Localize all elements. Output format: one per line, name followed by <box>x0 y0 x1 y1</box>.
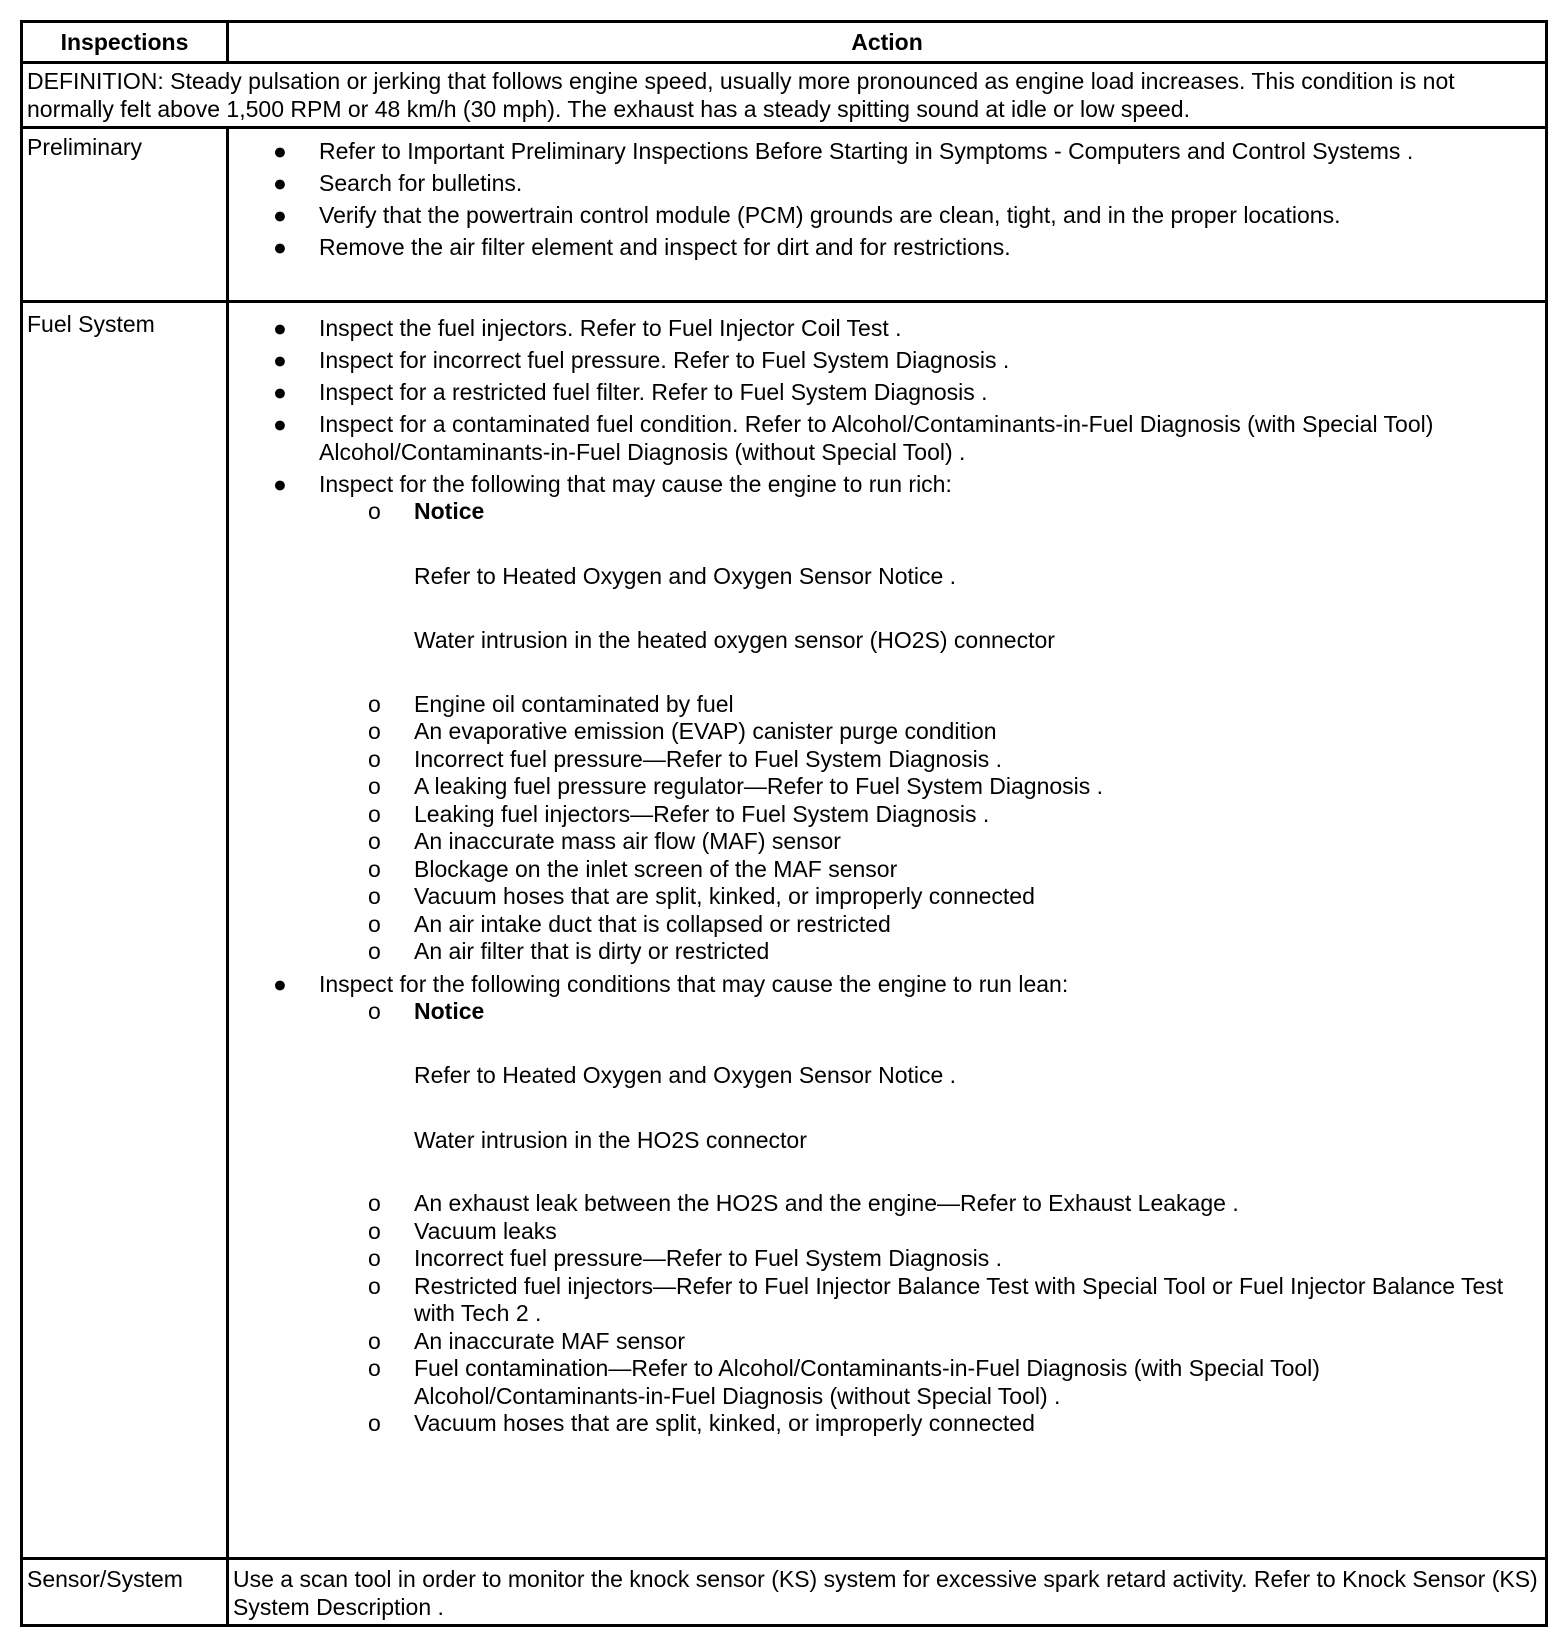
bullet-icon: ● <box>273 138 287 164</box>
list-item: ● Refer to Important Preliminary Inspections Before Starting in Symptoms - Computers and Control Systems . <box>273 138 1414 164</box>
notice-title: Notice <box>414 498 485 524</box>
sub-list-item: o Incorrect fuel pressure—Refer to Fuel System Diagnosis . <box>368 745 1003 772</box>
sub-bullet-icon: o <box>368 1190 381 1216</box>
sub-bullet-icon: o <box>368 745 381 772</box>
list-item: ● Verify that the powertrain control module (PCM) grounds are clean, tight, and in the proper locations. <box>273 202 1341 228</box>
sub-list-item: o An inaccurate MAF sensor <box>368 1327 686 1354</box>
list-item: ● Inspect for a contaminated fuel condition. Refer to Alcohol/Contaminants-in-Fuel Diagnosis (with Special Tool) Alcohol/Contaminants-in-Fuel Diagnosis (without Special Tool) . <box>273 411 1434 465</box>
sub-list-item: o Vacuum leaks <box>368 1217 557 1244</box>
sub-list-item: o An exhaust leak between the HO2S and the engine—Refer to Exhaust Leakage . <box>368 1190 1239 1216</box>
definition-rule <box>23 126 1545 129</box>
sub-bullet-icon: o <box>368 938 381 964</box>
sub-list-item: o Engine oil contaminated by fuel <box>368 690 734 717</box>
sub-bullet-icon: o <box>368 828 381 854</box>
sub-bullet-icon: o <box>368 800 381 827</box>
header-divider <box>226 23 229 61</box>
list-item: ● Remove the air filter element and inspect for dirt and for restrictions. <box>273 234 1011 260</box>
sub-bullet-icon: o <box>368 883 381 909</box>
bullet-icon: ● <box>273 970 287 997</box>
notice-detail: Water intrusion in the HO2S connector <box>414 1126 807 1153</box>
header-inspections: Inspections <box>60 28 189 55</box>
bullet-icon: ● <box>273 379 287 405</box>
notice-text: Refer to Heated Oxygen and Oxygen Sensor Notice . <box>414 1062 957 1088</box>
sub-bullet-icon: o <box>368 910 381 937</box>
sub-bullet-icon: o <box>368 1217 381 1244</box>
list-item: ● Inspect for incorrect fuel pressure. Refer to Fuel System Diagnosis . <box>273 347 1010 373</box>
sub-list-item: o Vacuum hoses that are split, kinked, or improperly connected <box>368 883 1035 909</box>
sub-bullet-icon: o <box>368 498 381 524</box>
sub-list-item: o Restricted fuel injectors—Refer to Fuel Injector Balance Test with Special Tool or Fuel Injector Balance Test with Tech 2 . <box>368 1272 1504 1326</box>
notice-item <box>368 998 1538 1191</box>
sub-bullet-icon: o <box>368 1410 381 1436</box>
sub-list-item: o Incorrect fuel pressure—Refer to Fuel System Diagnosis . <box>368 1245 1003 1271</box>
sensor-system-text: Use a scan tool in order to monitor the knock sensor (KS) system for excessive spark retard activity. Refer to Knock Sensor (KS) System Description . <box>233 1566 1538 1620</box>
row-label-preliminary: Preliminary <box>27 134 143 160</box>
rich-sublist <box>368 498 1538 966</box>
bullet-icon: ● <box>273 202 287 228</box>
fuel-system-rule <box>23 1557 1545 1560</box>
sub-list-item: o Fuel contamination—Refer to Alcohol/Contaminants-in-Fuel Diagnosis (with Special Tool) Alcohol/Contaminants-in-Fuel Diagnosis (without Special Tool) . <box>368 1355 1320 1409</box>
sub-bullet-icon: o <box>368 773 381 799</box>
bullet-icon: ● <box>273 471 287 497</box>
sub-bullet-icon: o <box>368 1272 381 1299</box>
bullet-icon: ● <box>273 315 287 341</box>
sub-list-item: o An air filter that is dirty or restricted <box>368 938 770 964</box>
preliminary-list <box>273 137 1538 265</box>
sub-list-item: o An inaccurate mass air flow (MAF) sensor <box>368 828 841 854</box>
definition-text: DEFINITION: Steady pulsation or jerking that follows engine speed, usually more pronounced as engine load increases. This condition is not normally felt above 1,500 RPM or 48 km/h (30 mph). The exhaust has a steady spitting sound at idle or low speed. <box>27 68 1455 122</box>
sub-bullet-icon: o <box>368 1327 381 1354</box>
sub-list-item: o Vacuum hoses that are split, kinked, or improperly connected <box>368 1410 1035 1436</box>
notice-detail: Water intrusion in the heated oxygen sensor (HO2S) connector <box>414 627 1055 653</box>
sub-list-item: o An evaporative emission (EVAP) canister purge condition <box>368 718 997 744</box>
list-item-rich: ● Inspect for the following that may cause the engine to run rich: o Notice Refer to Heated Oxygen and Oxygen Sensor Notice . Water intrusion in the heated oxygen sensor (HO2S) connector o Engine oil contaminated by fuel o An evaporative emission (EVAP) canister purge condition o Incorrect fuel pressure—Refer to Fuel System Diagnosis . o A leaking fuel pressure regulator—Refer to Fuel System Diagnosis . o Leaking fuel injectors—Refer to Fuel System Diagnosis . o An inaccurate mass air flow (MAF) sensor o Blockage on the inlet screen of the MAF sensor o Vacuum hoses that are split, kinked, or improperly connected o An air intake duct that is collapsed or restricted o An air filter that is dirty or restricted <box>273 470 1538 966</box>
fuel-system-list <box>273 314 1538 1442</box>
bullet-icon: ● <box>273 170 287 196</box>
sub-bullet-icon: o <box>368 718 381 744</box>
row-label-sensor-system: Sensor/System <box>27 1566 183 1592</box>
bullet-icon: ● <box>273 411 287 437</box>
header-rule <box>23 61 1545 64</box>
column-divider <box>226 129 229 1627</box>
sub-list-item: o Blockage on the inlet screen of the MAF sensor <box>368 855 898 882</box>
notice-title: Notice <box>414 997 485 1024</box>
list-item-lean: ● Inspect for the following conditions that may cause the engine to run lean: o Notice Refer to Heated Oxygen and Oxygen Sensor Notice . Water intrusion in the HO2S connector o An exhaust leak between the HO2S and the engine—Refer to Exhaust Leakage . o Vacuum leaks o Incorrect fuel pressure—Refer to Fuel System Diagnosis . o Restricted fuel injectors—Refer to Fuel Injector Balance Test with Special Tool or Fuel Injector Balance Test with Tech 2 . o An inaccurate MAF sensor o Fuel contamination—Refer to Alcohol/Contaminants-in-Fuel Diagnosis (with Special Tool) Alcohol/Contaminants-in-Fuel Diagnosis (without Special Tool) . o Vacuum hoses that are split, kinked, or improperly connected <box>273 970 1538 1438</box>
header-action: Action <box>851 28 923 55</box>
list-item: ● Inspect for a restricted fuel filter. Refer to Fuel System Diagnosis . <box>273 379 988 405</box>
notice-item <box>368 498 1538 691</box>
sub-bullet-icon: o <box>368 855 381 882</box>
sub-list-item: o Leaking fuel injectors—Refer to Fuel System Diagnosis . <box>368 800 990 827</box>
row-label-fuel-system: Fuel System <box>27 311 155 337</box>
inspection-table <box>20 20 1548 1627</box>
bullet-icon: ● <box>273 234 287 260</box>
sub-list-item: o An air intake duct that is collapsed or restricted <box>368 910 891 937</box>
lean-sublist <box>368 998 1538 1438</box>
sub-list-item: o A leaking fuel pressure regulator—Refer to Fuel System Diagnosis . <box>368 773 1104 799</box>
bullet-icon: ● <box>273 347 287 373</box>
sub-bullet-icon: o <box>368 1245 381 1271</box>
sub-bullet-icon: o <box>368 690 381 717</box>
notice-text: Refer to Heated Oxygen and Oxygen Sensor Notice . <box>414 562 957 589</box>
preliminary-rule <box>23 300 1545 303</box>
sub-bullet-icon: o <box>368 1355 381 1381</box>
sub-bullet-icon: o <box>368 997 381 1024</box>
list-item: ● Search for bulletins. <box>273 170 523 196</box>
list-item: ● Inspect the fuel injectors. Refer to Fuel Injector Coil Test . <box>273 315 902 341</box>
